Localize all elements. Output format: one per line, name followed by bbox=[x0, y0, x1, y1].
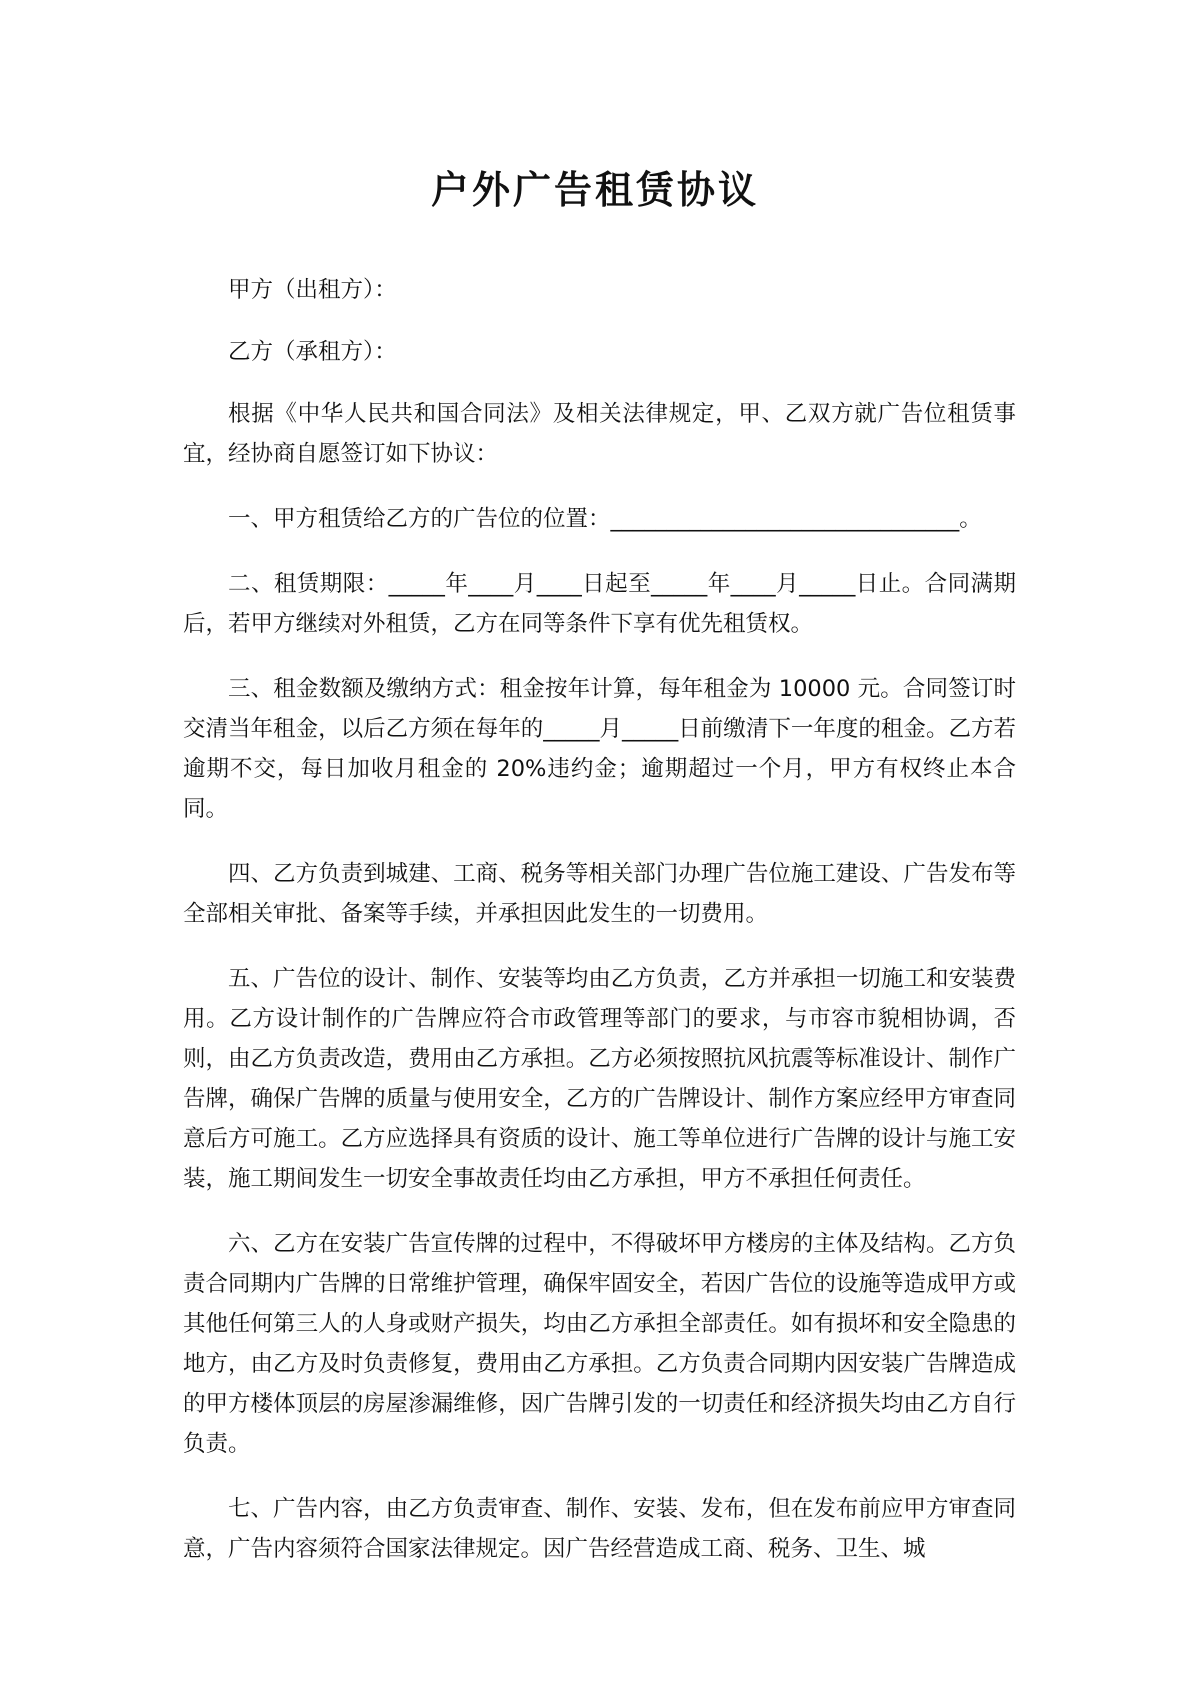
document-body bbox=[183, 270, 1016, 1594]
clause-7: 七、广告内容，由乙方负责审查、制作、安装、发布，但在发布前应甲方审查同意，广告内容须符合国家法律规定。因广告经营造成工商、税务、卫生、城 bbox=[183, 1496, 1016, 1562]
clause-2: 二、租赁期限：_____年____月____日起至_____年____月_____日止。合同满期后，若甲方继续对外租赁，乙方在同等条件下享有优先租赁权。 bbox=[183, 571, 1016, 637]
party-b-line: 乙方（承租方）： bbox=[228, 339, 397, 365]
clause-6: 六、乙方在安装广告宣传牌的过程中，不得破坏甲方楼房的主体及结构。乙方负责合同期内广告牌的日常维护管理，确保牢固安全，若因广告位的设施等造成甲方或其他任何第三人的人身或财产损失，均由乙方承担全部责任。如有损坏和安全隐患的地方，由乙方及时负责修复，费用由乙方承担。乙方负责合同期内因安装广告牌造成的甲方楼体顶层的房屋渗漏维修，因广告牌引发的一切责任和经济损失均由乙方自行负责。 bbox=[183, 1231, 1016, 1457]
clause-5: 五、广告位的设计、制作、安装等均由乙方负责，乙方并承担一切施工和安装费用。乙方设计制作的广告牌应符合市政管理等部门的要求，与市容市貌相协调，否则，由乙方负责改造，费用由乙方承担。乙方必须按照抗风抗震等标准设计、制作广告牌，确保广告牌的质量与使用安全，乙方的广告牌设计、制作方案应经甲方审查同意后方可施工。乙方应选择具有资质的设计、施工等单位进行广告牌的设计与施工安装，施工期间发生一切安全事故责任均由乙方承担，甲方不承担任何责任。 bbox=[183, 966, 1016, 1192]
clause-3: 三、租金数额及缴纳方式：租金按年计算，每年租金为 10000 元。合同签订时交清当年租金，以后乙方须在每年的_____月_____日前缴清下一年度的租金。乙方若逾期不交，每日加收月租金的 20%违约金；逾期超过一个月，甲方有权终止本合同。 bbox=[183, 676, 1016, 822]
party-a-line: 甲方（出租方）： bbox=[228, 277, 397, 303]
preamble-paragraph: 根据《中华人民共和国合同法》及相关法律规定，甲、乙双方就广告位租赁事宜，经协商自愿签订如下协议： bbox=[183, 401, 1016, 467]
document-title: 户外广告租赁协议 bbox=[430, 168, 759, 212]
clause-4: 四、乙方负责到城建、工商、税务等相关部门办理广告位施工建设、广告发布等全部相关审批、备案等手续，并承担因此发生的一切费用。 bbox=[183, 861, 1016, 927]
clause-1: 一、甲方租赁给乙方的广告位的位置：_______________________________。 bbox=[228, 506, 982, 532]
